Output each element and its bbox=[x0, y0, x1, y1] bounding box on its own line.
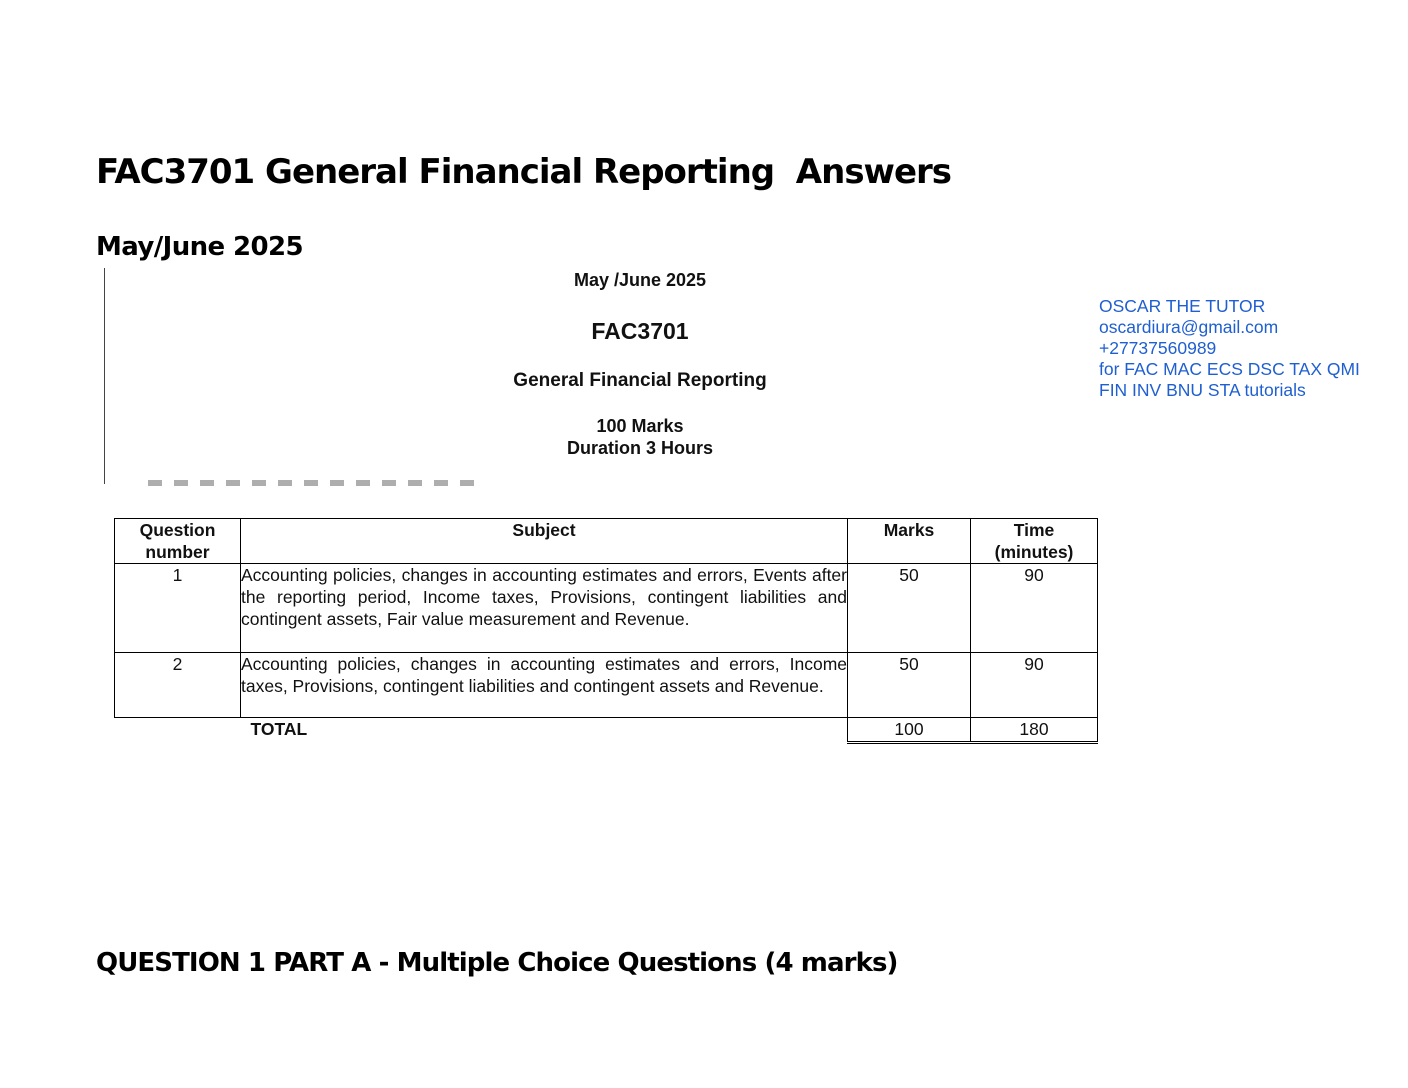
subject-cell: Accounting policies, changes in accounting estimates and errors, Events after the reporting period, Income taxes, Provisions, contingent liabilities and contingent assets, Fair value measurement and Revenue. bbox=[241, 564, 848, 653]
cover-duration: Duration 3 Hours bbox=[566, 438, 713, 458]
cover-exam-date: May /June 2025 bbox=[573, 270, 707, 290]
table-total-row bbox=[115, 718, 1098, 743]
document-title: FAC3701 General Financial Reporting Answers bbox=[96, 152, 952, 192]
table-header-row bbox=[115, 519, 1098, 564]
tutor-name: OSCAR THE TUTOR bbox=[1099, 296, 1266, 316]
subject-cell: Accounting policies, changes in accounting estimates and errors, Income taxes, Provisions, contingent liabilities and contingent assets and Revenue. bbox=[241, 653, 848, 718]
cover-total-marks: 100 Marks bbox=[596, 416, 684, 436]
cover-subject: General Financial Reporting bbox=[513, 370, 767, 391]
total-marks: 100 bbox=[848, 718, 971, 743]
section-heading: QUESTION 1 PART A - Multiple Choice Questions (4 marks) bbox=[96, 948, 898, 978]
document-date: May/June 2025 bbox=[96, 232, 304, 262]
header-time: Time (minutes) bbox=[971, 519, 1098, 564]
cover-module-code: FAC3701 bbox=[591, 318, 689, 344]
tutor-subjects-line1: for FAC MAC ECS DSC TAX QMI bbox=[1099, 359, 1360, 379]
table-row bbox=[115, 653, 1098, 718]
header-question-number: Question number bbox=[115, 519, 241, 564]
tutor-phone: +27737560989 bbox=[1099, 338, 1217, 358]
table-row bbox=[115, 564, 1098, 653]
tutor-contact-block bbox=[1099, 296, 1360, 401]
exam-structure-table bbox=[114, 518, 1098, 744]
time-cell: 90 bbox=[971, 564, 1098, 653]
tutor-email[interactable]: oscardiura@gmail.com bbox=[1099, 317, 1279, 337]
header-subject: Subject bbox=[241, 519, 848, 564]
tutor-subjects-line2: FIN INV BNU STA tutorials bbox=[1099, 380, 1306, 400]
marks-cell: 50 bbox=[848, 653, 971, 718]
marks-cell: 50 bbox=[848, 564, 971, 653]
time-cell: 90 bbox=[971, 653, 1098, 718]
question-number-cell: 2 bbox=[115, 653, 241, 718]
cropped-scan-text bbox=[148, 480, 478, 486]
total-time: 180 bbox=[971, 718, 1098, 743]
header-marks: Marks bbox=[848, 519, 971, 564]
total-label: TOTAL bbox=[250, 719, 308, 739]
question-number-cell: 1 bbox=[115, 564, 241, 653]
scan-margin-line bbox=[104, 268, 105, 484]
